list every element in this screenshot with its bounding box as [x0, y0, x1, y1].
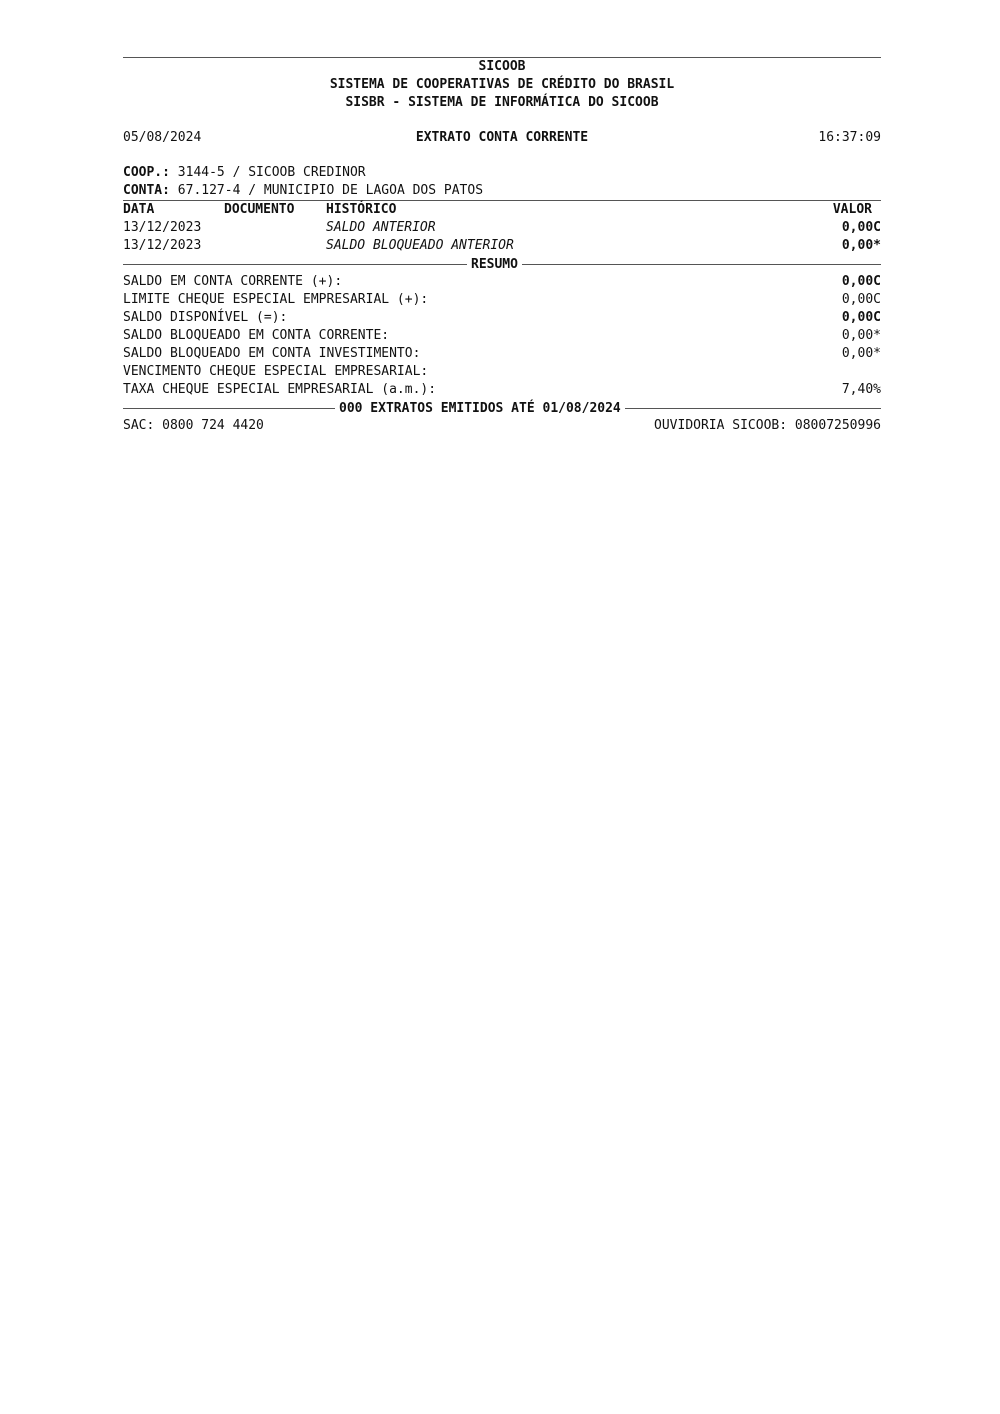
- table-row: [123, 219, 881, 237]
- resumo-value: 7,40%: [841, 382, 881, 397]
- header-historico: HISTÓRICO: [326, 202, 397, 217]
- resumo-title: RESUMO: [471, 256, 518, 272]
- resumo-label: TAXA CHEQUE ESPECIAL EMPRESARIAL (a.m.):: [123, 382, 437, 397]
- statement-page: [123, 57, 881, 435]
- resumo-item: [123, 345, 881, 363]
- conta-value: 67.127-4 / MUNICIPIO DE LAGOA DOS PATOS: [169, 183, 484, 198]
- resumo-item: [123, 381, 881, 399]
- resumo-value: 0,00C: [841, 274, 881, 289]
- resumo-label: SALDO BLOQUEADO EM CONTA CORRENTE:: [123, 328, 390, 343]
- header-data: DATA: [123, 202, 155, 217]
- resumo-item: [123, 273, 881, 291]
- sac-phone: SAC: 0800 724 4420: [123, 418, 264, 433]
- resumo-label: SALDO EM CONTA CORRENTE (+):: [123, 274, 343, 289]
- extratos-count: 000 EXTRATOS EMITIDOS ATÉ 01/08/2024: [339, 400, 621, 416]
- extratos-divider: [123, 399, 881, 417]
- header-documento: DOCUMENTO: [224, 202, 295, 217]
- resumo-value: 0,00C: [841, 310, 881, 325]
- table-header: [123, 201, 881, 219]
- table-row: [123, 237, 881, 255]
- resumo-label: VENCIMENTO CHEQUE ESPECIAL EMPRESARIAL:: [123, 364, 429, 379]
- coop-label: COOP.:: [123, 165, 170, 180]
- row-date: 13/12/2023: [123, 220, 202, 235]
- doc-date: 05/08/2024: [123, 130, 202, 145]
- conta-line: [123, 182, 881, 200]
- row-historico: SALDO ANTERIOR: [326, 220, 436, 235]
- coop-line: [123, 164, 881, 182]
- header-title-system: SISTEMA DE COOPERATIVAS DE CRÉDITO DO BRASIL: [329, 77, 675, 92]
- header-valor: VALOR: [832, 202, 872, 217]
- row-historico: SALDO BLOQUEADO ANTERIOR: [326, 238, 514, 253]
- row-date: 13/12/2023: [123, 238, 202, 253]
- footer-row: [123, 417, 881, 435]
- resumo-divider: [123, 255, 881, 273]
- row-valor: 0,00C: [841, 220, 881, 235]
- doc-title: EXTRATO CONTA CORRENTE: [415, 130, 589, 145]
- resumo-label: SALDO DISPONÍVEL (=):: [123, 310, 288, 325]
- header-title-sisbr: SISBR - SISTEMA DE INFORMÁTICA DO SICOOB: [345, 95, 659, 110]
- resumo-item: [123, 309, 881, 327]
- conta-label: CONTA:: [123, 183, 170, 198]
- header-title-sicoob: SICOOB: [478, 59, 526, 74]
- resumo-value: 0,00*: [841, 328, 881, 343]
- resumo-value: 0,00*: [841, 346, 881, 361]
- resumo-label: SALDO BLOQUEADO EM CONTA INVESTIMENTO:: [123, 346, 421, 361]
- resumo-label: LIMITE CHEQUE ESPECIAL EMPRESARIAL (+):: [123, 292, 429, 307]
- doc-time: 16:37:09: [818, 130, 881, 145]
- row-valor: 0,00*: [841, 238, 881, 253]
- doc-info-row: [123, 129, 881, 147]
- ouvidoria-phone: OUVIDORIA SICOOB: 08007250996: [654, 418, 881, 433]
- resumo-item: [123, 327, 881, 345]
- resumo-item: [123, 363, 881, 381]
- resumo-value: 0,00C: [841, 292, 881, 307]
- resumo-item: [123, 291, 881, 309]
- coop-value: 3144-5 / SICOOB CREDINOR: [169, 165, 366, 180]
